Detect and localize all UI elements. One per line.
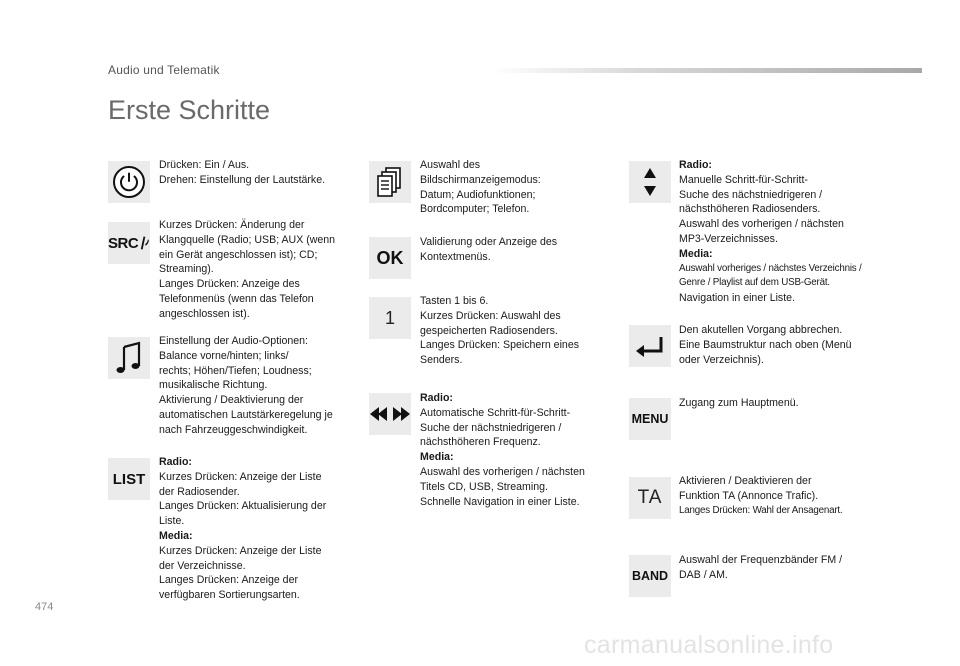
preset-button-icon: [369, 297, 411, 339]
text-line: MP3-Verzeichnisses.: [679, 232, 778, 245]
display-mode-icon: [369, 161, 411, 203]
display-mode-description: [420, 158, 541, 217]
text-line: Auswahl des vorherigen / nächsten: [679, 218, 844, 231]
text-line: Streaming).: [159, 263, 214, 276]
text-line: ein Gerät angeschlossen ist); CD;: [159, 248, 318, 261]
text-line: Funktion TA (Annonce Trafic).: [679, 489, 819, 502]
text-line: DAB / AM.: [679, 568, 728, 581]
text-line: musikalische Richtung.: [159, 379, 268, 392]
text-line: automatischen Lautstärkeregelung je: [159, 408, 333, 421]
ta-button-icon: [629, 477, 671, 519]
watermark: carmanualsonline.info: [584, 631, 834, 659]
ok-label: OK: [376, 247, 404, 268]
text-line: nächsthöheren Radiosenders.: [679, 203, 821, 216]
text-line: Bildschirmanzeigemodus:: [420, 173, 541, 186]
preset-label: 1: [384, 307, 395, 328]
text-line: Auswahl des vorherigen / nächsten: [420, 465, 585, 478]
text-line: Genre / Playlist auf dem USB-Gerät.: [679, 277, 830, 289]
text-line: Balance vorne/hinten; links/: [159, 349, 289, 362]
text-line: Tasten 1 bis 6.: [420, 295, 489, 307]
text-line: oder Verzeichnis).: [679, 353, 764, 366]
text-line: Langes Drücken: Anzeige des: [159, 278, 300, 291]
text-line: der Verzeichnisse.: [159, 559, 246, 572]
text-line: Auswahl der Frequenzbänder FM /: [679, 554, 843, 566]
text-line: Suche der nächstniedrigeren /: [420, 421, 562, 434]
media-label: Media:: [420, 451, 454, 464]
text-line: gespeicherten Radiosenders.: [420, 324, 558, 337]
text-line: Aktivierung / Deaktivierung der: [159, 394, 304, 407]
radio-label: Radio:: [679, 159, 712, 171]
section-header: Audio und Telematik: [108, 63, 220, 77]
band-label: BAND: [631, 569, 669, 583]
radio-label: Radio:: [159, 456, 192, 468]
band-button-icon: [629, 555, 671, 597]
text-line: Den akutellen Vorgang abbrechen.: [679, 324, 843, 336]
text-line: Drehen: Einstellung der Lautstärke.: [159, 173, 326, 186]
audio-options-description: [159, 334, 333, 438]
page-number: 474: [35, 601, 54, 613]
menu-button-icon: [629, 398, 671, 440]
src-label: SRC: [108, 234, 139, 252]
list-button-icon: [108, 458, 150, 500]
back-arrow-icon: [629, 325, 671, 367]
text-line: Kurzes Drücken: Anzeige der Liste: [159, 470, 322, 483]
list-description: [159, 455, 326, 603]
text-line: Eine Baumstruktur nach oben (Menü: [679, 338, 852, 351]
ta-description: [679, 474, 842, 518]
text-line: Drücken: Ein / Aus.: [159, 159, 250, 171]
power-description: [159, 158, 325, 188]
text-line: Klangquelle (Radio; USB; AUX (wenn: [159, 233, 336, 246]
text-line: Aktivieren / Deaktivieren der: [679, 475, 812, 487]
src-button-icon: [108, 222, 150, 264]
text-line: Kurzes Drücken: Auswahl des: [420, 309, 561, 322]
up-down-arrows-icon: [629, 161, 671, 203]
ta-label: TA: [637, 487, 663, 508]
radio-label: Radio:: [420, 392, 453, 404]
back-description: [679, 323, 852, 367]
text-line: Telefonmenüs (wenn das Telefon: [159, 292, 314, 305]
text-line: Langes Drücken: Anzeige der: [159, 574, 298, 587]
text-line: Suche des nächstniedrigeren /: [679, 188, 823, 201]
text-line: nächsthöheren Frequenz.: [420, 436, 541, 449]
list-label: LIST: [112, 470, 146, 488]
text-line: Navigation in einer Liste.: [679, 292, 796, 305]
text-line: Bordcomputer; Telefon.: [420, 203, 530, 216]
text-line: Langes Drücken: Speichern eines: [420, 339, 580, 352]
text-line: Senders.: [420, 354, 463, 367]
band-description: [679, 553, 842, 583]
text-line: Titels CD, USB, Streaming.: [420, 480, 548, 493]
text-line: Auswahl vorheriges / nächstes Verzeichnis /: [679, 262, 862, 274]
text-line: angeschlossen ist).: [159, 307, 250, 320]
text-line: Schnelle Navigation in einer Liste.: [420, 495, 580, 508]
text-line: Datum; Audiofunktionen;: [420, 188, 536, 201]
text-line: rechts; Höhen/Tiefen; Loudness;: [159, 364, 312, 377]
music-note-icon: [108, 337, 150, 379]
phone-slash-icon: [139, 235, 150, 251]
ok-description: [420, 235, 557, 265]
page-title: Erste Schritte: [108, 95, 271, 125]
src-description: [159, 218, 335, 322]
text-line: Manuelle Schritt-für-Schritt-: [679, 173, 808, 186]
text-line: nach Fahrzeuggeschwindigkeit.: [159, 423, 308, 436]
menu-description: [679, 396, 799, 411]
seek-arrows-icon: [369, 393, 411, 435]
text-line: Validierung oder Anzeige des: [420, 236, 558, 248]
power-icon: [108, 161, 150, 203]
text-line: verfügbaren Sortierungsarten.: [159, 589, 300, 602]
preset-description: [420, 294, 579, 368]
media-label: Media:: [679, 247, 713, 260]
seek-description: [420, 391, 585, 509]
menu-label: MENU: [631, 412, 669, 426]
text-line: Kurzes Drücken: Änderung der: [159, 219, 305, 231]
text-line: Automatische Schritt-für-Schritt-: [420, 406, 571, 419]
ok-button-icon: [369, 237, 411, 279]
text-line: Liste.: [159, 515, 185, 528]
media-label: Media:: [159, 529, 193, 542]
header-rule: [490, 68, 922, 73]
text-line: Kontextmenüs.: [420, 250, 491, 263]
text-line: Langes Drücken: Wahl der Ansagenart.: [679, 504, 843, 516]
text-line: Zugang zum Hauptmenü.: [679, 397, 799, 409]
text-line: Langes Drücken: Aktualisierung der: [159, 500, 327, 513]
up-down-description: [679, 158, 862, 306]
text-line: Auswahl des: [420, 159, 481, 171]
text-line: Einstellung der Audio-Optionen:: [159, 335, 309, 347]
text-line: der Radiosender.: [159, 485, 240, 498]
text-line: Kurzes Drücken: Anzeige der Liste: [159, 544, 322, 557]
